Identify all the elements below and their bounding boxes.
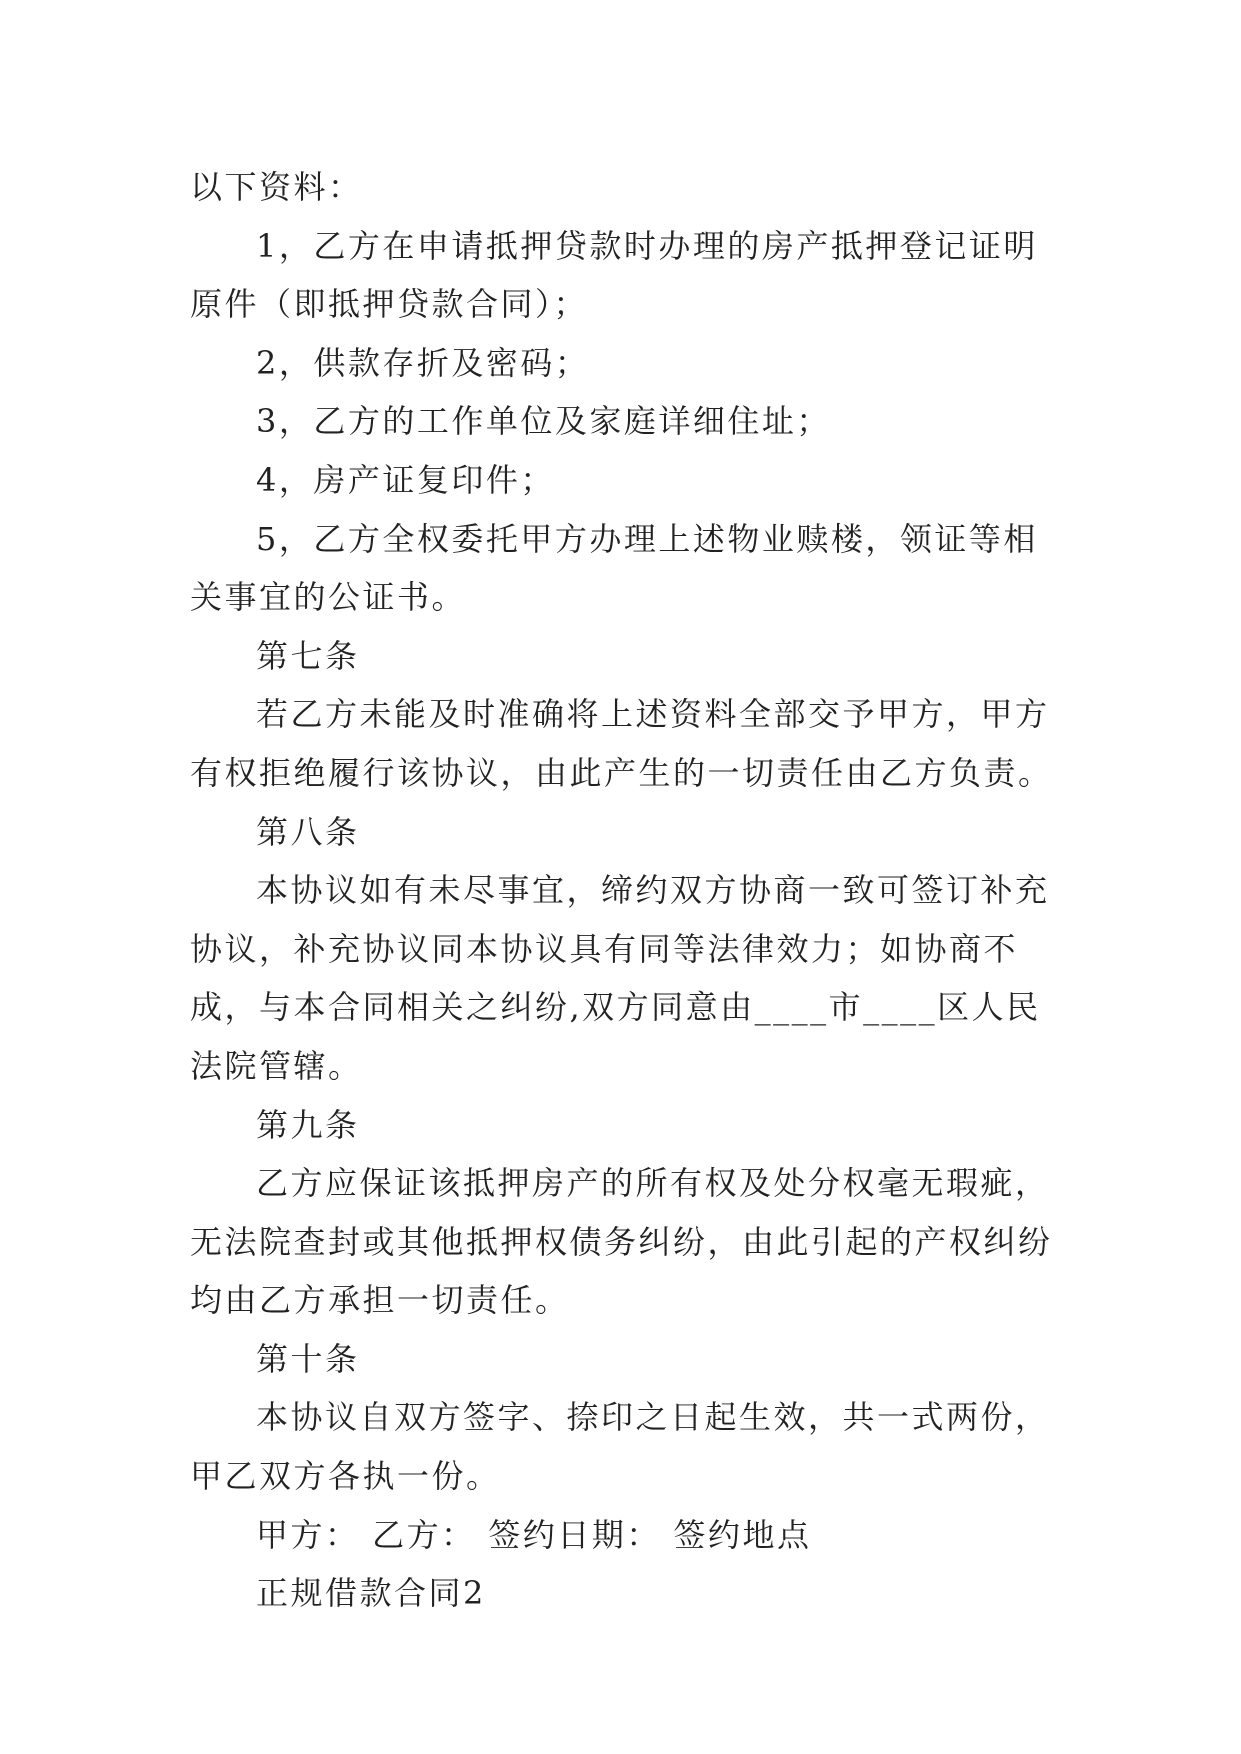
document-body [190,158,1060,1623]
signature-line: 甲方： 乙方： 签约日期： 签约地点 [256,1515,812,1554]
paragraph-materials-intro: 以下资料： [190,168,363,206]
paragraph-item-4: 4，房产证复印件； [256,460,555,499]
paragraph-item-5: 5，乙方全权委托甲方办理上述物业赎楼，领证等相关事宜的公证书。 [190,519,1038,617]
article-9-body: 乙方应保证该抵押房产的所有权及处分权毫无瑕疵，无法院查封或其他抵押权债务纠纷，由此引起的产权纠纷均由乙方承担一切责任。 [190,1164,1053,1320]
article-7-heading: 第七条 [256,636,360,675]
article-8-body: 本协议如有未尽事宜，缔约双方协商一致可签订补充协议，补充协议同本协议具有同等法律效力；如协商不成，与本合同相关之纠纷,双方同意由____市____区人民法院管辖。 [190,871,1050,1085]
article-9-heading: 第九条 [256,1105,360,1144]
article-8-heading: 第八条 [256,812,360,851]
paragraph-item-2: 2，供款存折及密码； [256,343,590,382]
article-7-body: 若乙方未能及时准确将上述资料全部交予甲方，甲方有权拒绝履行该协议，由此产生的一切责任由乙方负责。 [190,695,1053,792]
next-document-title: 正规借款合同2 [256,1574,486,1613]
article-10-body: 本协议自双方签字、捺印之日起生效，共一式两份，甲乙双方各执一份。 [190,1398,1050,1496]
paragraph-item-1: 1，乙方在申请抵押贷款时办理的房产抵押登记证明原件（即抵押贷款合同）； [190,226,1038,324]
article-10-heading: 第十条 [256,1339,360,1378]
paragraph-item-3: 3，乙方的工作单位及家庭详细住址； [256,402,831,441]
